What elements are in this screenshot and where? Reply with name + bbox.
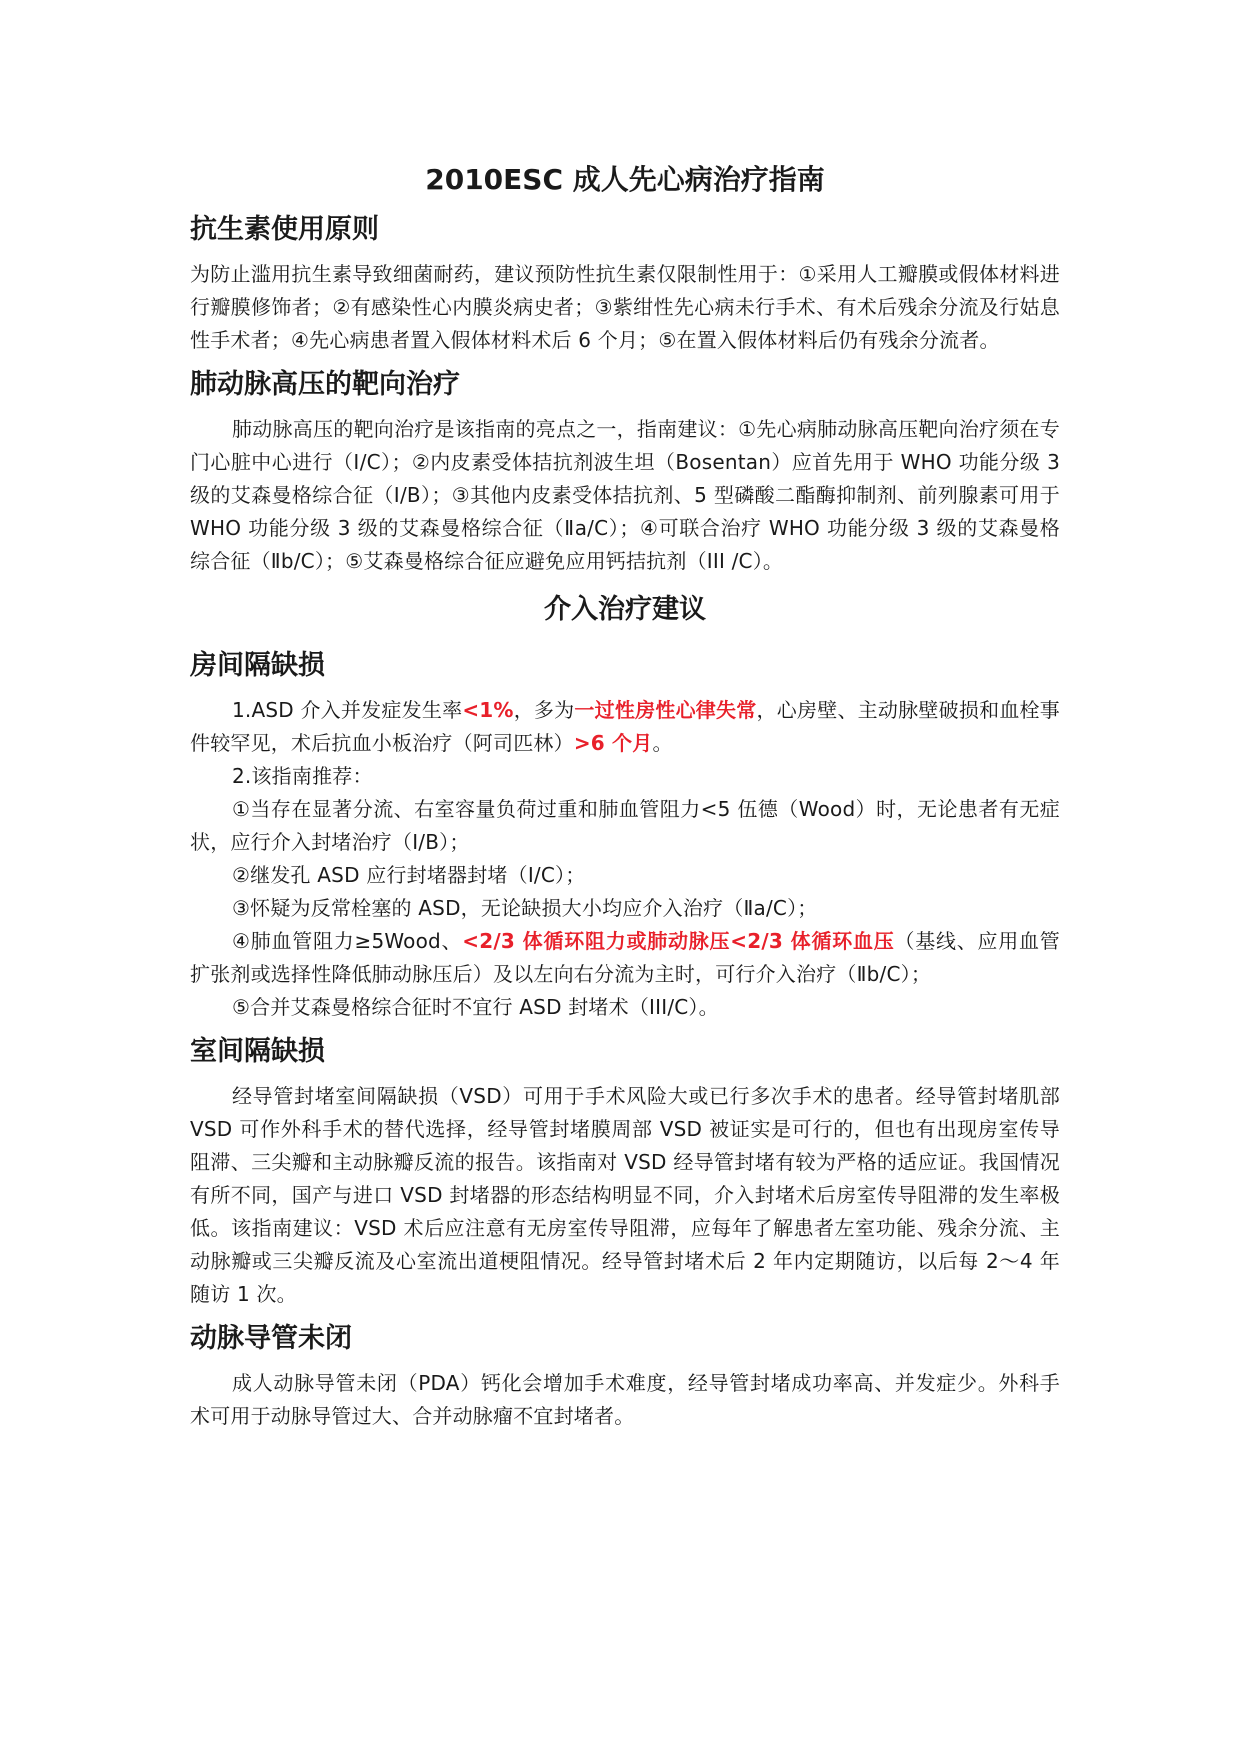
heading-vsd: 室间隔缺损 — [190, 1036, 325, 1067]
asd-antiplatelet-duration: >6 个月 — [573, 731, 653, 755]
asd-recommendation-1: ①当存在显著分流、右室容量负荷过重和肺血管阻力<5 伍德（Wood）时，无论患者有无症状，应行介入封堵治疗（Ⅰ/B）； — [190, 797, 1060, 854]
asd-recommendation-3: ③怀疑为反常栓塞的 ASD，无论缺损大小均应介入治疗（Ⅱa/C）； — [232, 896, 818, 920]
asd-r4-text-b: （基线、应用血管扩张剂或选择性降低肺动脉压后）及以左向右分流为主时，可行介入治疗（Ⅱb/C）； — [190, 929, 1060, 986]
paragraph-pah: 肺动脉高压的靶向治疗是该指南的亮点之一，指南建议：①先心病肺动脉高压靶向治疗须在专门心脏中心进行（Ⅰ/C）；②内皮素受体拮抗剂波生坦（Bosentan）应首先用于 WHO 功能分级 3 级的艾森曼格综合征（Ⅰ/B）；③其他内皮素受体拮抗剂、5 型磷酸二酯酶抑制剂、前列腺素可用于 WHO 功能分级 3 级的艾森曼格综合征（Ⅱa/C）；④可联合治疗 WHO 功能分级 3 级的艾森曼格综合征（Ⅱb/C）；⑤艾森曼格综合征应避免应用钙拮抗剂（III /C）。 — [190, 417, 1060, 573]
asd-p1-text-b: ，多为 — [513, 698, 575, 722]
asd-recommendation-2: ②继发孔 ASD 应行封堵器封堵（Ⅰ/C）； — [232, 863, 586, 887]
paragraph-vsd: 经导管封堵室间隔缺损（VSD）可用于手术风险大或已行多次手术的患者。经导管封堵肌部 VSD 可作外科手术的替代选择，经导管封堵膜周部 VSD 被证实是可行的，但也有出现房室传导阻滞、三尖瓣和主动脉瓣反流的报告。该指南对 VSD 经导管封堵有较为严格的适应证。我国情况有所不同，国产与进口 VSD 封堵器的形态结构明显不同，介入封堵术后房室传导阻滞的发生率极低。该指南建议：VSD 术后应注意有无房室传导阻滞，应每年了解患者左室功能、残余分流、主动脉瓣或三尖瓣反流及心室流出道梗阻情况。经导管封堵术后 2 年内定期随访，以后每 2～4 年随访 1 次。 — [190, 1084, 1060, 1306]
document-page — [190, 160, 1060, 1433]
heading-antibiotics: 抗生素使用原则 — [190, 214, 379, 245]
paragraph-asd-recommend: 2.该指南推荐： — [232, 764, 373, 788]
paragraph-pda: 成人动脉导管未闭（PDA）钙化会增加手术难度，经导管封堵成功率高、并发症少。外科手术可用于动脉导管过大、合并动脉瘤不宜封堵者。 — [190, 1371, 1060, 1428]
asd-r4-highlight: <2/3 体循环阻力或肺动脉压<2/3 体循环血压 — [462, 929, 895, 953]
paragraph-antibiotics: 为防止滥用抗生素导致细菌耐药，建议预防性抗生素仅限制性用于：①采用人工瓣膜或假体材料进行瓣膜修饰者；②有感染性心内膜炎病史者；③紫绀性先心病未行手术、有术后残余分流及行姑息性手术者；④先心病患者置入假体材料术后 6 个月；⑤在置入假体材料后仍有残余分流者。 — [190, 262, 1060, 352]
heading-pah: 肺动脉高压的靶向治疗 — [190, 369, 460, 400]
asd-recommendation-5: ⑤合并艾森曼格综合征时不宜行 ASD 封堵术（III/C）。 — [232, 995, 719, 1019]
heading-intervention: 介入治疗建议 — [544, 594, 706, 625]
asd-p1-text-d: 。 — [652, 731, 673, 755]
asd-r4-text-a: ④肺血管阻力≥5Wood、 — [232, 929, 463, 953]
heading-asd: 房间隔缺损 — [190, 650, 325, 681]
heading-pda: 动脉导管未闭 — [190, 1323, 352, 1354]
paragraph-asd-complications — [190, 694, 1060, 760]
asd-p1-text-c: ，心房壁、主动脉壁破损和血栓事件较罕见，术后抗血小板治疗（阿司匹林） — [190, 698, 1060, 755]
document-title: 2010ESC 成人先心病治疗指南 — [425, 163, 825, 196]
asd-main-complication: 一过性房性心律失常 — [574, 698, 757, 722]
asd-complication-rate: <1% — [462, 698, 514, 722]
asd-p1-text-a: 1.ASD 介入并发症发生率 — [232, 698, 463, 722]
asd-recommendation-4 — [190, 925, 1060, 991]
